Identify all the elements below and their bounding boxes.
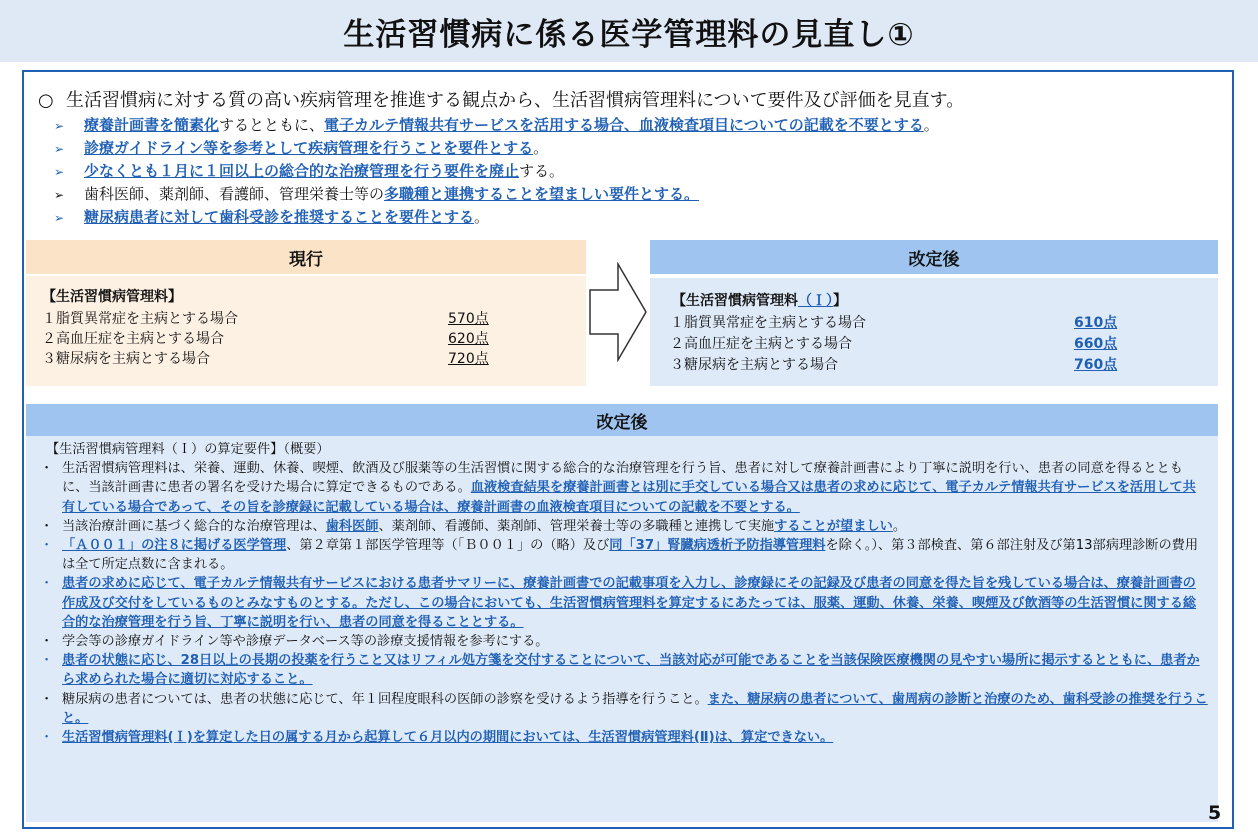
arrow-bullet-icon: ➢ [54, 142, 65, 156]
revised-fee-title-b: （Ｉ） [798, 293, 833, 309]
current-header: 現行 [26, 240, 586, 274]
requirements-heading: 【生活習慣病管理料（Ｉ）の算定要件】（概要） [46, 442, 330, 457]
bullet-1-emphasis-c: 電子カルテ情報共有サービスを活用する場合、血液検査項目についての記載を不要とする [324, 116, 924, 134]
arrow-bullet-icon: ➢ [54, 211, 65, 225]
bullet-4-text-a: 歯科医師、薬剤師、看護師、管理栄養士等の [84, 185, 385, 203]
item-6-emphasis: 患者の状態に応じ、28日以上の長期の投薬を行うこと又はリフィル処方箋を交付することについて、当該対応が可能であることを当該保険医療機関の見やすい場所に掲示するとともに、患者から求められた場合に適切に対応すること。 [62, 653, 1200, 688]
revised-row-1-label: １脂質異常症を主病とする場合 [670, 315, 866, 331]
revised-header: 改定後 [650, 240, 1218, 274]
requirement-item-6 [36, 651, 1208, 689]
circle-marker: ○ [38, 90, 54, 111]
bullet-2-end: 。 [533, 139, 549, 157]
arrow-bullet-icon: ➢ [54, 119, 65, 133]
bullet-3-end: する。 [519, 162, 565, 180]
bullet-dot: ・ [40, 653, 54, 669]
bullet-dot: ・ [40, 538, 54, 554]
revised-fee-title-a: 【生活習慣病管理料 [672, 293, 798, 309]
item-3-emphasis-a: 「Ａ００１」の注８に掲げる医学管理 [62, 538, 287, 554]
bullet-1-emphasis-a: 療養計画書を簡素化 [84, 116, 220, 134]
summary-bullet-2 [54, 137, 1238, 160]
current-row-3-value: 720点 [448, 351, 489, 367]
summary-bullet-4 [54, 183, 1238, 206]
item-1-emphasis: 血液検査結果を療養計画書とは別に手交している場合又は患者の求めに応じて、電子カルテ情報共有サービスを活用して共有している場合であって、その旨を診療録に記載している場合は、療養計画書の血液検査項目についての記載を不要とする。 [62, 480, 1196, 515]
revised-fee-title-c: 】 [833, 293, 847, 309]
item-7-emphasis: また、糖尿病の患者について、歯周病の診断と治療のため、歯科受診の推奨を行うこと。 [62, 691, 1208, 726]
arrow-bullet-icon: ➢ [54, 165, 65, 179]
bullet-dot: ・ [40, 730, 54, 746]
item-2-emphasis-d: することが望ましい [774, 518, 893, 534]
current-row-2-label: ２高血圧症を主病とする場合 [42, 331, 224, 347]
item-5-text: 学会等の診療ガイドライン等や診療データベース等の診療支援情報を参考にする。 [62, 634, 549, 650]
bullet-dot: ・ [40, 461, 54, 477]
item-4-emphasis: 患者の求めに応じて、電子カルテ情報共有サービスにおける患者サマリーに、療養計画書での記載事項を入力し、診療録にその記録及び患者の同意を得た旨を残している場合は、療養計画書の作成及び交付をしているものとみなすものとする。ただし、この場合においても、生活習慣病管理料を算定するにあたっては、服薬、運動、休養、栄養、喫煙及び飲酒等の生活習慣に関する総合的な治療管理を行う旨、丁寧に説明を行い、患者の同意を得ることとする。 [62, 576, 1197, 630]
item-7-text: 糖尿病の患者については、患者の状態に応じて、年１回程度眼科の医師の診察を受けるよう指導を行うこと。 [62, 691, 708, 707]
item-8-emphasis: 生活習慣病管理料(Ｉ)を算定した日の属する月から起算して６月以内の期間においては、生活習慣病管理料(Ⅱ)は、算定できない。 [62, 730, 834, 746]
revised-row-2-value: 660点 [1074, 336, 1118, 352]
requirement-item-8 [36, 728, 1208, 747]
bullet-2-emphasis: 診療ガイドライン等を参考として疾病管理を行うことを要件とする [84, 139, 534, 157]
bullet-3-emphasis: 少なくとも１月に１回以上の総合的な治療管理を行う要件を廃止 [84, 162, 520, 180]
item-2-text-a: 当該治療計画に基づく総合的な治療管理は、 [62, 518, 326, 534]
item-3-text-b: 、第２章第１部医学管理等（「Ｂ００１」の（略）及び [286, 538, 610, 554]
page-number: 5 [1208, 802, 1222, 824]
bullet-dot: ・ [40, 691, 54, 707]
current-fee-box [26, 276, 586, 386]
bullet-dot: ・ [40, 518, 54, 534]
current-row-1-value: 570点 [448, 311, 489, 327]
summary-bullet-1 [54, 114, 1238, 137]
requirement-item-7 [36, 690, 1208, 728]
item-1-text: 生活習慣病管理料は、栄養、運動、休養、喫煙、飲酒及び服薬等の生活習慣に関する総合的な治療管理を行う旨、患者に対して療養計画書により丁寧に説明を行い、患者の同意を得るとともに、当該計画書に患者の署名を受けた場合に算定できるものである。 [62, 461, 1183, 496]
summary-intro [38, 88, 1238, 114]
requirements-text [36, 440, 1208, 747]
item-2-text-c: 、薬剤師、看護師、薬剤師、管理栄養士等の多職種と連携して実施 [378, 518, 775, 534]
revised-row-2-label: ２高血圧症を主病とする場合 [670, 336, 852, 352]
intro-text: 生活習慣病に対する質の高い疾病管理を推進する観点から、生活習慣病管理料について要件及び評価を見直す。 [66, 90, 965, 111]
item-3-text-d: を除く。）、第３部検査、第６部注射及び第13部病理診断の費用は全て所定点数に含まれる。 [62, 538, 1199, 573]
summary-bullet-3 [54, 160, 1238, 183]
bullet-5-emphasis: 糖尿病患者に対して歯科受診を推奨することを要件とする [84, 208, 475, 226]
page-title: 生活習慣病に係る医学管理料の見直し① [343, 16, 915, 53]
requirement-item-2 [36, 517, 1208, 536]
revised-fee-box [650, 278, 1218, 386]
current-fee-title: 【生活習慣病管理料】 [42, 289, 182, 305]
requirement-item-4 [36, 574, 1208, 632]
bullet-dot: ・ [40, 634, 54, 650]
bullet-1-text-b: するとともに、 [219, 116, 325, 134]
revised-row-3-value: 760点 [1074, 357, 1118, 373]
requirement-item-3 [36, 536, 1208, 574]
right-arrow-icon [588, 262, 650, 362]
item-2-emphasis-b: 歯科医師 [325, 518, 379, 534]
revised-fee-title [672, 290, 847, 310]
bullet-dot: ・ [40, 576, 54, 592]
bullet-5-end: 。 [474, 208, 490, 226]
requirement-item-5 [36, 632, 1208, 651]
item-3-emphasis-c: 同「37」腎臓病透析予防指導管理料 [609, 538, 826, 554]
item-2-text-e: 。 [892, 518, 906, 534]
summary-bullet-5 [54, 206, 1238, 229]
requirements-header: 改定後 [26, 404, 1218, 436]
arrow-bullet-icon: ➢ [54, 188, 65, 202]
current-row-2-value: 620点 [448, 331, 489, 347]
title-bar [0, 0, 1258, 62]
bullet-1-text-d: 。 [923, 116, 939, 134]
current-row-3-label: ３糖尿病を主病とする場合 [42, 351, 210, 367]
summary-section [38, 88, 1238, 229]
requirements-box [26, 436, 1218, 822]
revised-row-1-value: 610点 [1074, 315, 1118, 331]
requirement-item-1 [36, 459, 1208, 517]
bullet-4-emphasis-b: 多職種と連携することを望ましい要件とする。 [384, 185, 700, 203]
revised-row-3-label: ３糖尿病を主病とする場合 [670, 357, 838, 373]
current-row-1-label: １脂質異常症を主病とする場合 [42, 311, 238, 327]
